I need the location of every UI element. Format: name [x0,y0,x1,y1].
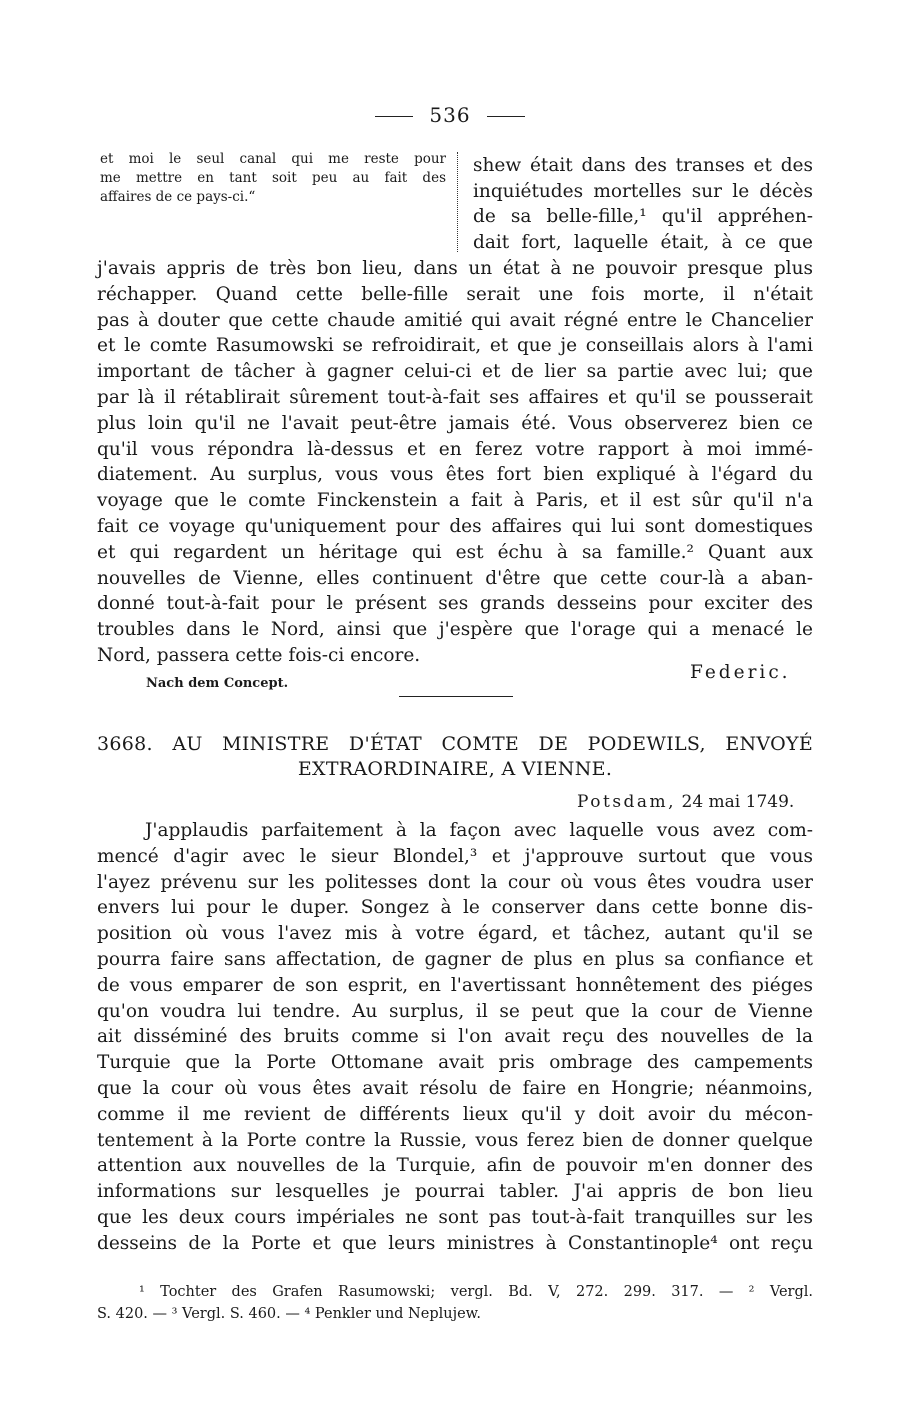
left-note-line: me mettre en tant soit peu au fait des [100,170,446,186]
source-note: Nach dem Concept. [146,676,289,691]
footnote-line: S. 420. — ³ Vergl. S. 460. — ⁴ Penkler und Neplujew. [97,1306,481,1322]
text-line: nouvelles de Vienne, elles continuent d'être que cette cour-là a aban- [97,567,813,589]
text-line: comme il me revient de différents lieux qu'il y doit avoir du mécon- [97,1103,813,1125]
column-divider [457,152,458,252]
text-line: voyage que le comte Finckenstein a fait à Paris, et il est sûr qu'il n'a [97,490,813,512]
paragraph-letter-continuation [97,256,813,669]
footnotes [97,1281,813,1325]
text-line: que la cour où vous êtes avait résolu de faire en Hongrie; néanmoins, [97,1077,813,1099]
text-line: J'applaudis parfaitement à la façon avec laquelle vous avez com- [145,820,813,841]
text-line: attention aux nouvelles de la Turquie, afin de pouvoir m'en donner des [97,1155,813,1177]
text-line: envers lui pour le duper. Songez à le conserver dans cette bonne dis- [97,897,813,919]
text-line: par là il rétablirait sûrement tout-à-fait ses affaires et qu'il se pousserait [97,386,813,408]
text-line: qu'on voudra lui tendre. Au surplus, il se peut que la cour de Vienne [97,1000,813,1022]
right-column-text [473,153,813,255]
text-line: mencé d'agir avec le sieur Blondel,³ et j'approuve surtout que vous [97,845,813,867]
text-line: que les deux cours impériales ne sont pas tout-à-fait tranquilles sur les [97,1206,813,1228]
footnote-line: ¹ Tochter des Grafen Rasumowski; vergl. Bd. V, 272. 299. 317. — ² Vergl. [139,1284,813,1300]
right-col-line: de sa belle-fille,¹ qu'il appréhen- [473,206,813,227]
text-line: important de tâcher à gagner celui-ci et de lier sa partie avec lui; que [97,361,813,383]
text-line: Turquie que la Porte Ottomane avait pris ombrage des campements [97,1052,813,1074]
header-dash-right [487,116,525,117]
text-line: et le comte Rasumowski se refroidirait, et que je conseillais alors à l'ami [97,335,813,357]
header-dash-left [375,116,413,117]
text-line: ait disséminé des bruits comme si l'on avait reçu des nouvelles de la [97,1026,813,1048]
text-line: fait ce voyage qu'uniquement pour des affaires qui lui sont domestiques [97,515,813,537]
text-line: j'avais appris de très bon lieu, dans un état à ne pouvoir presque plus [97,258,813,279]
dateline [577,792,794,812]
text-line: tentement à la Porte contre la Russie, vous ferez bien de donner quelque [97,1129,813,1151]
text-line: desseins de la Porte et que leurs ministres à Constantinople⁴ ont reçu [97,1232,813,1254]
text-line: pourra faire sans affectation, de gagner de plus en plus sa confiance et [97,948,813,970]
text-line: diatement. Au surplus, vous vous êtes fort bien expliqué à l'égard du [97,464,813,486]
text-line: pas à douter que cette chaude amitié qui avait régné entre le Chancelier [97,309,813,331]
paragraph-letter-body [97,818,813,1257]
right-col-line: inquiétudes mortelles sur le décès [473,180,813,202]
left-column-note [100,150,446,207]
signature: Federic. [690,662,791,683]
text-line: réchapper. Quand cette belle-fille serait une fois morte, il n'était [97,283,813,305]
heading-line: 3668. AU MINISTRE D'ÉTAT COMTE DE PODEWILS, ENVOYÉ [97,733,813,755]
right-col-line: dait fort, laquelle était, à ce que [473,231,813,253]
text-line: de vous emparer de son esprit, en l'avertissant honnêtement des piéges [97,974,813,996]
text-line: troubles dans le Nord, ainsi que j'espère que l'orage qui a menacé le [97,619,813,641]
text-line: et qui regardent un héritage qui est échu à sa famille.² Quant aux [97,541,813,563]
left-note-line: et moi le seul canal qui me reste pour [100,151,446,167]
text-line: l'ayez prévenu sur les politesses dont la cour où vous êtes voudra user [97,871,813,893]
text-line: qu'il vous répondra là-dessus et en ferez votre rapport à moi immé- [97,438,813,460]
text-line: position où vous l'avez mis à votre égard, et tâchez, autant qu'il se [97,923,813,945]
heading-line: EXTRAORDINAIRE, A VIENNE. [297,758,613,780]
page-number: 536 [429,103,471,127]
left-note-line: affaires de ce pays-ci.“ [100,189,256,205]
dateline-place: Potsdam, [577,792,677,812]
text-line: Nord, passera cette fois-ci encore. [97,644,421,666]
page-number-header [0,103,900,127]
text-line: informations sur lesquelles je pourrai tabler. J'ai appris de bon lieu [97,1181,813,1203]
dateline-date: 24 mai 1749. [681,792,795,812]
text-line: plus loin qu'il ne l'avait peut-être jamais été. Vous observerez bien ce [97,412,813,434]
document-heading [97,732,813,782]
right-col-line: shew était dans des transes et des [473,155,813,176]
text-line: donné tout-à-fait pour le présent ses grands desseins pour exciter des [97,593,813,615]
section-divider [399,696,513,697]
